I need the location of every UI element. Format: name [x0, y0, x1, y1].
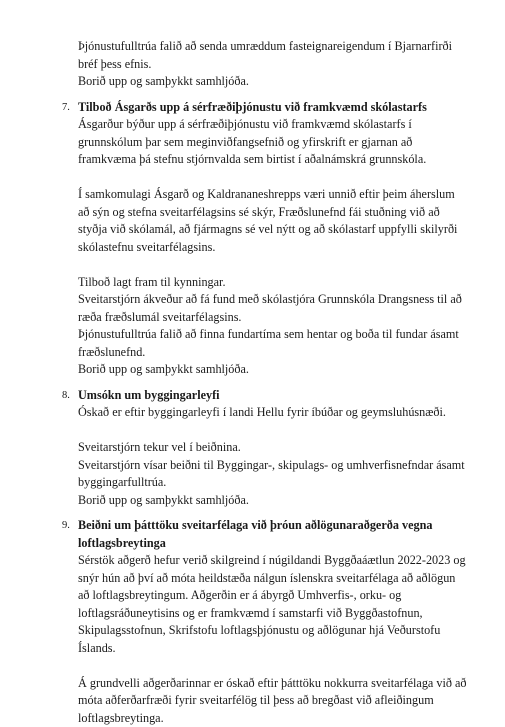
text-line: Borið upp og samþykkt samhljóða. [78, 361, 475, 379]
item-title-continued: loftlagsbreytinga [78, 535, 475, 553]
intro-paragraph [78, 38, 475, 91]
item-number: 7. [62, 99, 70, 117]
text-line: Skipulagsstofnun, Skrifstofu loftlagsþjónustu og aðlögunar hjá Veðurstofu [78, 622, 475, 640]
text-line: framkvæma þá stefnu stjórnvalda sem birtist í aðalnámskrá grunnskóla. [78, 151, 475, 169]
paragraph-gap [78, 422, 475, 440]
text-line: grunnskólum þar sem meginviðfangsefnið og yfirskrift er gjarnan að [78, 134, 475, 152]
text-line: Íslands. [78, 640, 475, 658]
text-line: styðja við skólamál, að fjármagns sé vel nýtt og að skólastarf uppfylli skilyrði [78, 221, 475, 239]
agenda-item-9 [78, 517, 475, 727]
text-line: Tilboð lagt fram til kynningar. [78, 274, 475, 292]
text-line: Borið upp og samþykkt samhljóða. [78, 73, 475, 91]
text-line: byggingarfulltrúa. [78, 474, 475, 492]
text-line: fræðslunefnd. [78, 344, 475, 362]
text-line: ræða fræðslumál sveitarfélagsins. [78, 309, 475, 327]
text-line: Sveitarstjórn tekur vel í beiðnina. [78, 439, 475, 457]
paragraph-gap [78, 657, 475, 675]
text-line: skólastefnu sveitarfélagsins. [78, 239, 475, 257]
text-line: bréf þess efnis. [78, 56, 475, 74]
item-title: Umsókn um byggingarleyfi [78, 387, 475, 405]
text-line: að loftlagsbreytingum. Aðgerðin er á ábyrgð Umhverfis-, orku- og [78, 587, 475, 605]
paragraph-gap [78, 169, 475, 187]
text-line: að sýn og stefna sveitarfélagsins sé skýr, Fræðslunefnd fái stuðning við að [78, 204, 475, 222]
item-number: 8. [62, 387, 70, 405]
text-line: Í samkomulagi Ásgarð og Kaldrananeshrepps væri unnið eftir þeim áherslum [78, 186, 475, 204]
text-line: Sérstök aðgerð hefur verið skilgreind í núgildandi Byggðaáætlun 2022-2023 og [78, 552, 475, 570]
agenda-item-7 [78, 99, 475, 379]
item-title: Tilboð Ásgarðs upp á sérfræðiþjónustu við framkvæmd skólastarfs [78, 99, 475, 117]
paragraph-gap [78, 256, 475, 274]
text-line: Sveitarstjórn vísar beiðni til Byggingar-, skipulags- og umhverfisnefndar ásamt [78, 457, 475, 475]
agenda-item-8 [78, 387, 475, 510]
text-line: Ásgarður býður upp á sérfræðiþjónustu við framkvæmd skólastarfs í [78, 116, 475, 134]
text-line: Sveitarstjórn ákveður að fá fund með skólastjóra Grunnskóla Drangsness til að [78, 291, 475, 309]
text-line: Á grundvelli aðgerðarinnar er óskað eftir þátttöku nokkurra sveitarfélaga við að [78, 675, 475, 693]
item-title: Beiðni um þátttöku sveitarfélaga við þróun aðlögunaraðgerða vegna [78, 517, 475, 535]
text-line: loftlagsráðuneytisins og er framkvæmd í samstarfi við Byggðastofnun, [78, 605, 475, 623]
text-line: Óskað er eftir byggingarleyfi í landi Hellu fyrir íbúðar og geymsluhúsnæði. [78, 404, 475, 422]
text-line: Borið upp og samþykkt samhljóða. [78, 492, 475, 510]
item-number: 9. [62, 517, 70, 535]
text-line: Þjónustufulltrúa falið að finna fundartíma sem hentar og boða til fundar ásamt [78, 326, 475, 344]
text-line: Þjónustufulltrúa falið að senda umræddum fasteignareigendum í Bjarnarfirði [78, 38, 475, 56]
text-line: snýr hún að því að móta heildstæða nálgun íslenskra sveitarfélaga að aðlögun [78, 570, 475, 588]
text-line: loftlagsbreytinga. [78, 710, 475, 727]
text-line: móta aðferðarfræði fyrir sveitarfélög til þess að bregðast við afleiðingum [78, 692, 475, 710]
